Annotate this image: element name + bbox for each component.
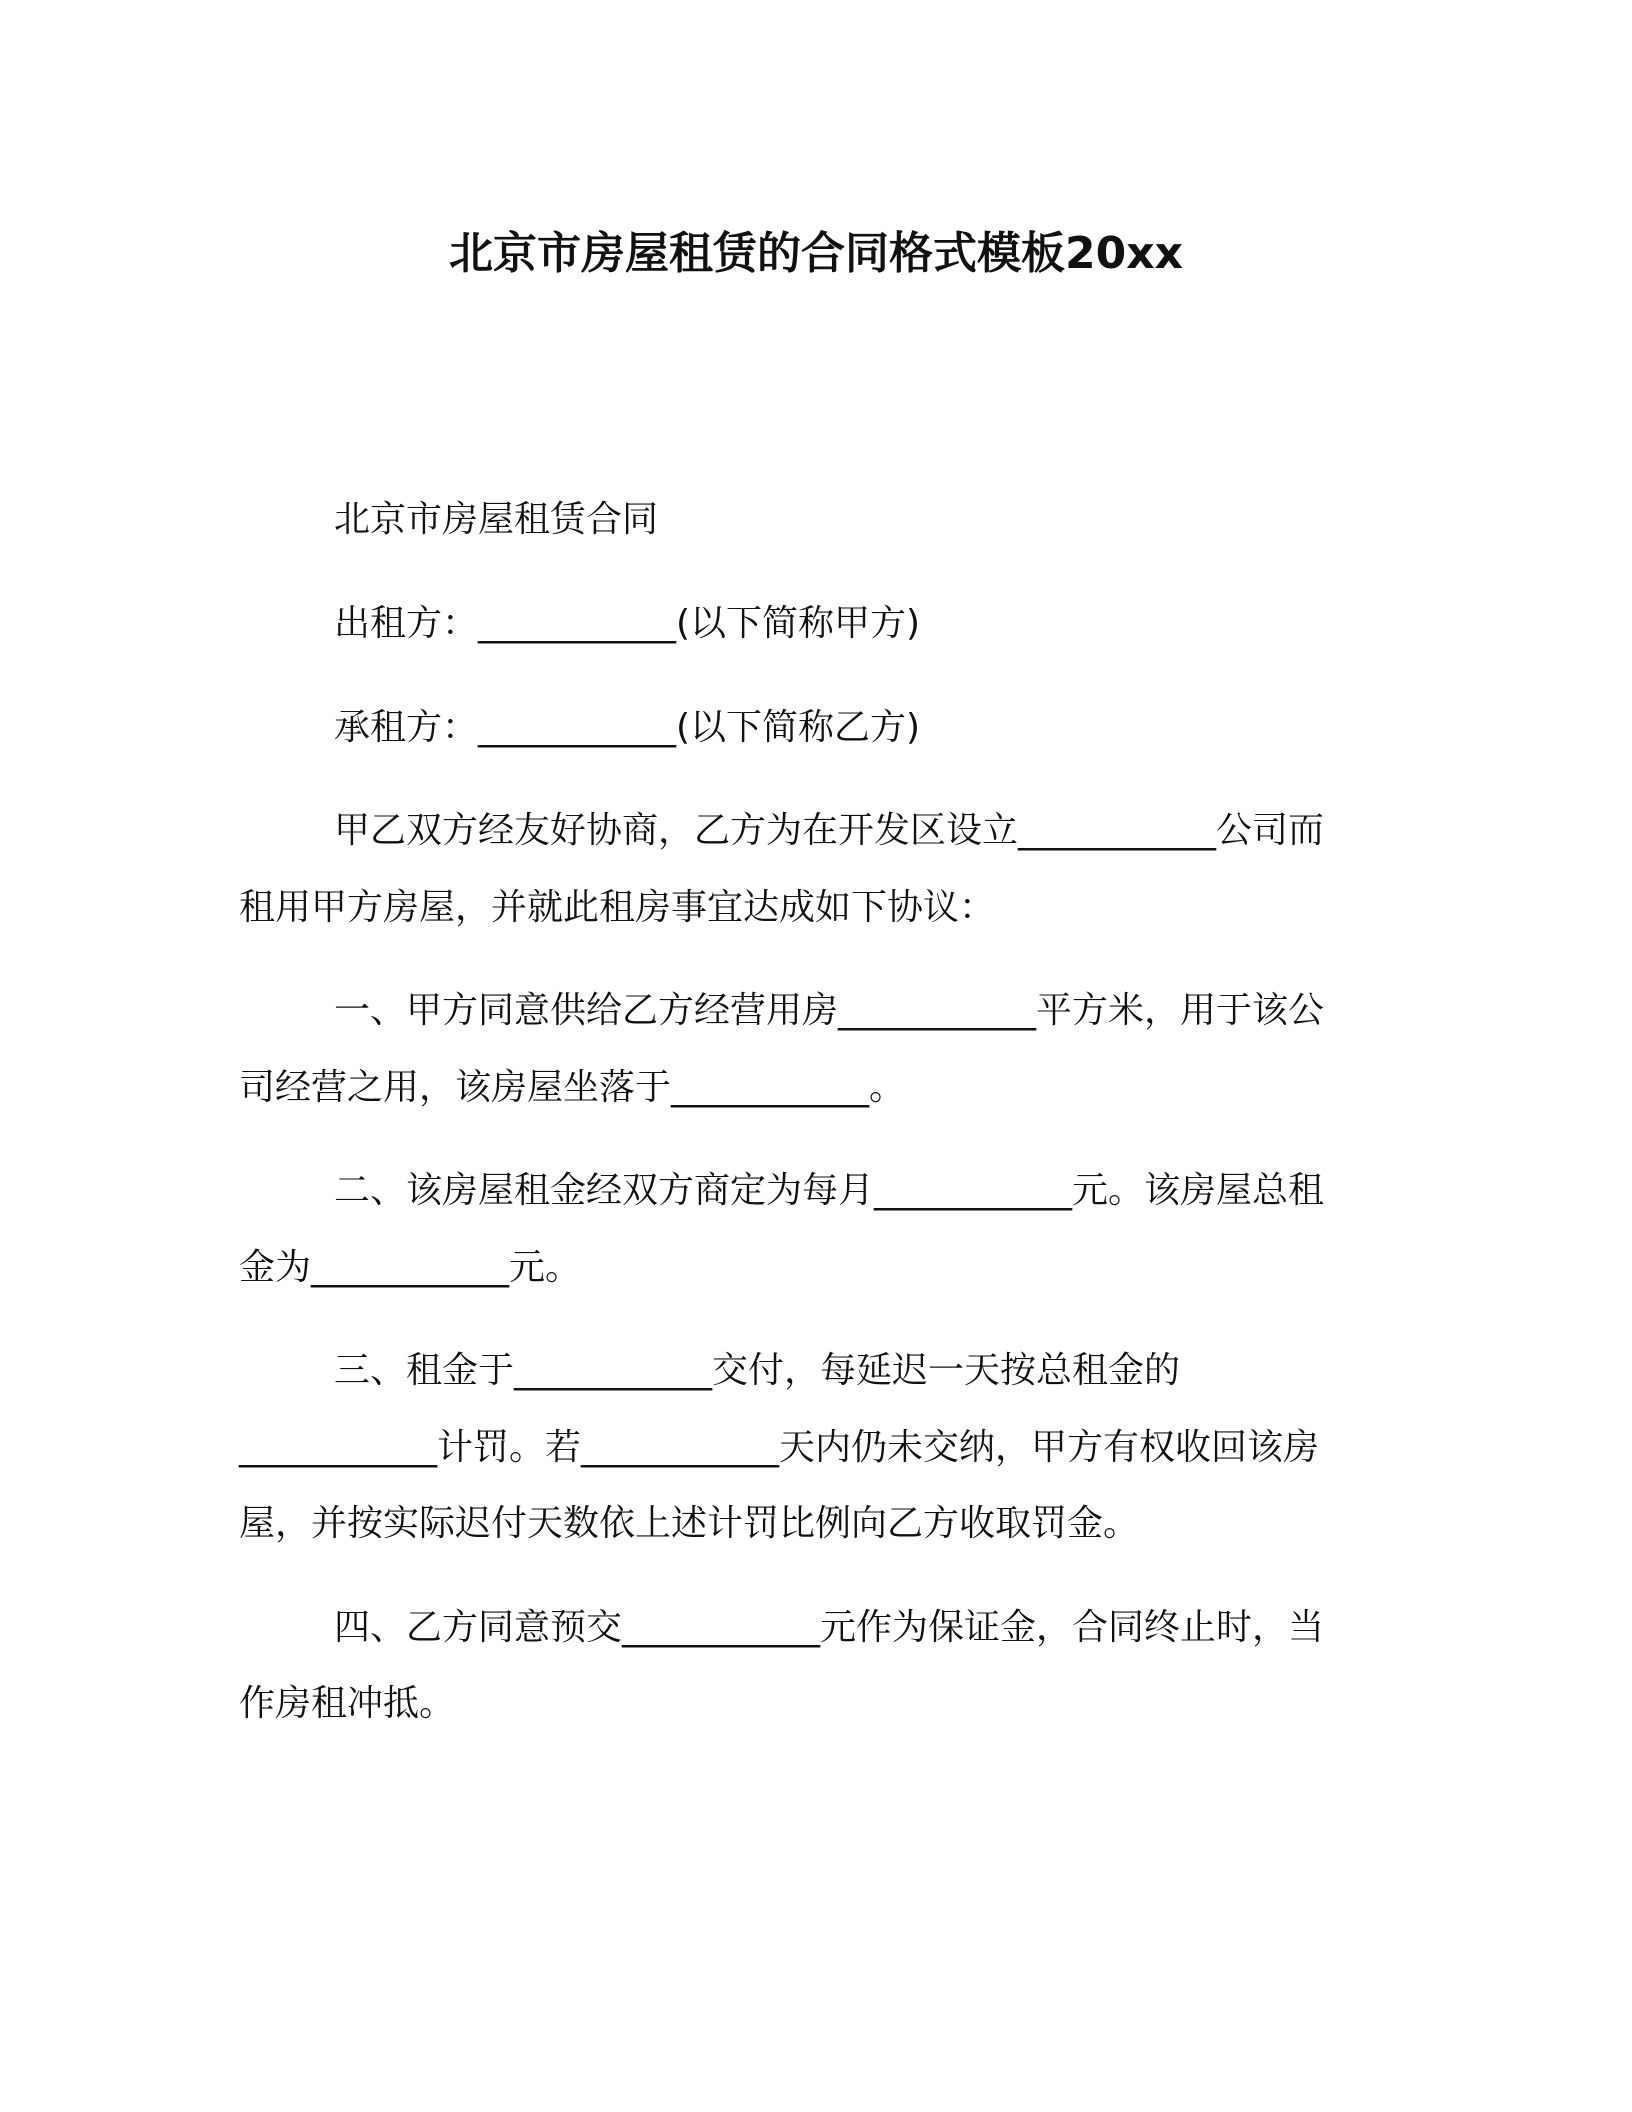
clause-3-line-2: ___________计罚。若___________天内仍未交纳，甲方有权收回该房 bbox=[239, 1427, 1320, 1468]
clause-1-line-2: 司经营之用，该房屋坐落于___________。 bbox=[239, 1067, 906, 1108]
clause-3-line-1: 三、租金于___________交付，每延迟一天按总租金的 bbox=[334, 1350, 1181, 1391]
clause-4-line-2: 作房租冲抵。 bbox=[239, 1683, 456, 1724]
lessee-line: 承租方：___________(以下简称乙方) bbox=[334, 707, 921, 748]
intro-paragraph-line-1: 甲乙双方经友好协商，乙方为在开发区设立___________公司而 bbox=[334, 810, 1325, 851]
contract-heading: 北京市房屋租赁合同 bbox=[334, 499, 659, 540]
clause-2-line-2: 金为___________元。 bbox=[239, 1247, 582, 1288]
clause-2-line-1: 二、该房屋租金经双方商定为每月___________元。该房屋总租 bbox=[334, 1170, 1325, 1211]
document-title: 北京市房屋租赁的合同格式模板20xx bbox=[449, 228, 1183, 279]
clause-4-line-1: 四、乙方同意预交___________元作为保证金，合同终止时，当 bbox=[334, 1607, 1325, 1648]
intro-paragraph-line-2: 租用甲方房屋，并就此租房事宜达成如下协议： bbox=[239, 887, 996, 928]
clause-3-line-3: 屋，并按实际迟付天数依上述计罚比例向乙方收取罚金。 bbox=[239, 1503, 1140, 1544]
lessor-line: 出租方：___________(以下简称甲方) bbox=[334, 603, 921, 644]
clause-1-line-1: 一、甲方同意供给乙方经营用房___________平方米，用于该公 bbox=[334, 990, 1325, 1031]
